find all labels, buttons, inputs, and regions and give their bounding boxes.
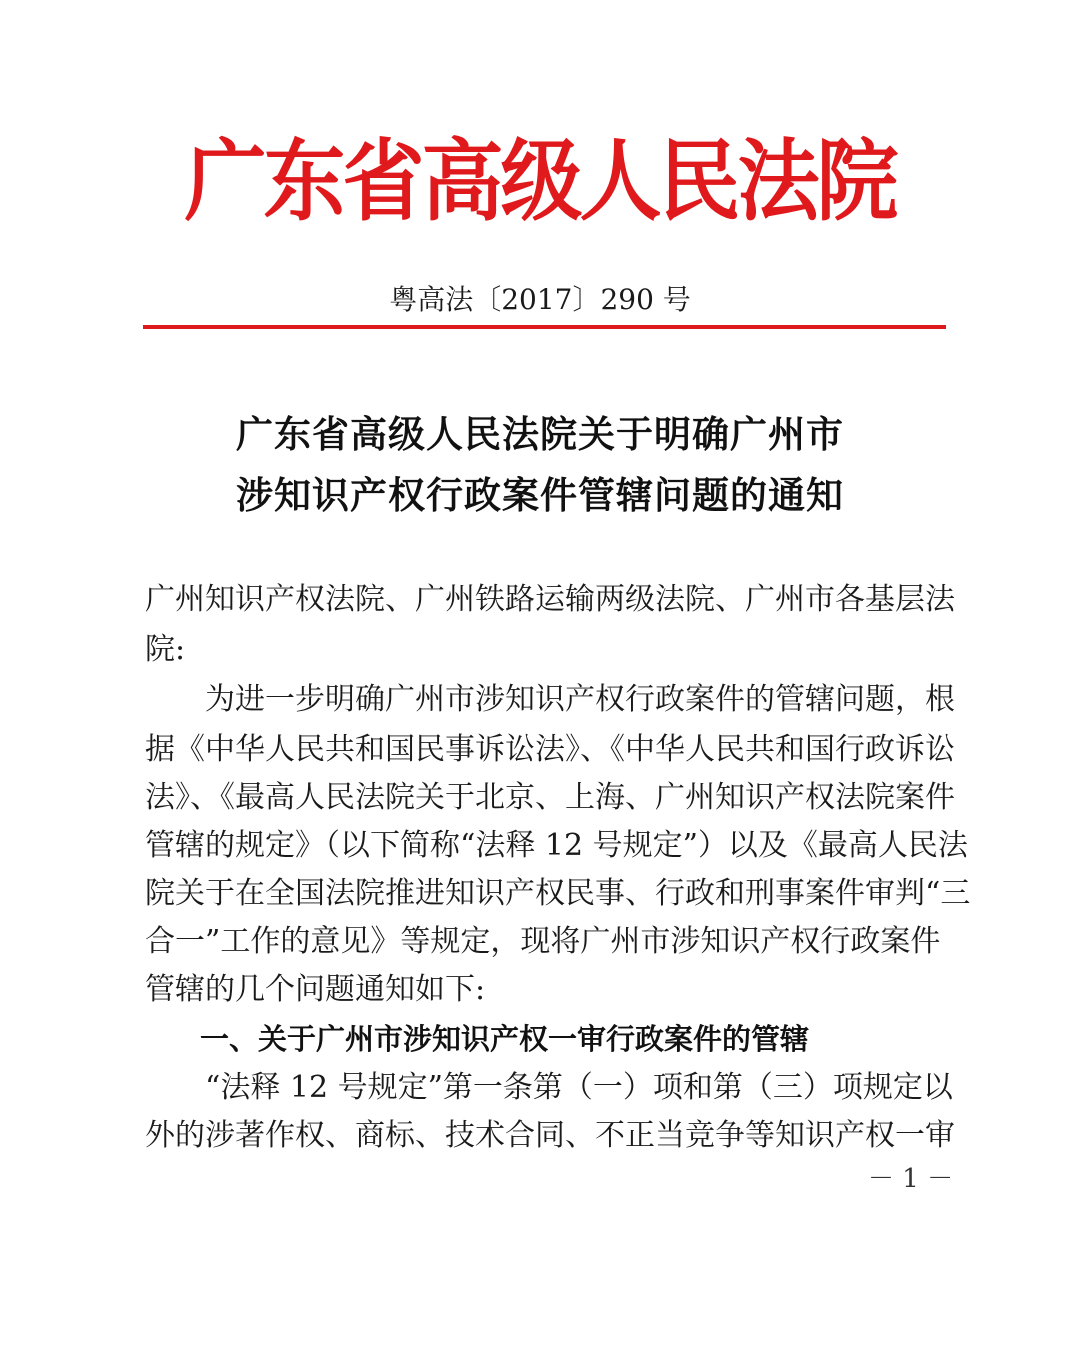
body-line: 法》、《最高人民法院关于北京、上海、广州知识产权法院案件 xyxy=(145,780,955,815)
body-line: 合一”工作的意见》等规定，现将广州市涉知识产权行政案件 xyxy=(145,924,941,959)
body-line: 据《中华人民共和国民事诉讼法》、《中华人民共和国行政诉讼 xyxy=(145,732,955,767)
body-line: 管辖的规定》（以下简称“法释 12 号规定”）以及《最高人民法 xyxy=(145,828,968,863)
body-line: 管辖的几个问题通知如下: xyxy=(145,972,486,1007)
body-line: 院: xyxy=(145,632,186,667)
body-line: 院关于在全国法院推进知识产权民事、行政和刑事案件审判“三 xyxy=(145,876,971,911)
document-title-line-2: 涉知识产权行政案件管辖问题的通知 xyxy=(236,473,844,517)
body-line: “法释 12 号规定”第一条第（一）项和第（三）项规定以 xyxy=(205,1070,953,1105)
body-line: 广州知识产权法院、广州铁路运输两级法院、广州市各基层法 xyxy=(145,582,955,617)
body-line: 为进一步明确广州市涉知识产权行政案件的管辖问题，根 xyxy=(205,682,955,717)
red-divider-rule xyxy=(143,325,946,329)
document-number: 粤高法〔2017〕290 号 xyxy=(389,283,691,316)
body-line: 外的涉著作权、商标、技术合同、不正当竞争等知识产权一审 xyxy=(145,1118,955,1153)
section-heading: 一、关于广州市涉知识产权一审行政案件的管辖 xyxy=(200,1022,810,1056)
document-title-line-1: 广东省高级人民法院关于明确广州市 xyxy=(236,412,844,456)
issuer-masthead: 广东省高级人民法院 xyxy=(184,130,896,234)
page-number: － 1 － xyxy=(868,1164,954,1194)
